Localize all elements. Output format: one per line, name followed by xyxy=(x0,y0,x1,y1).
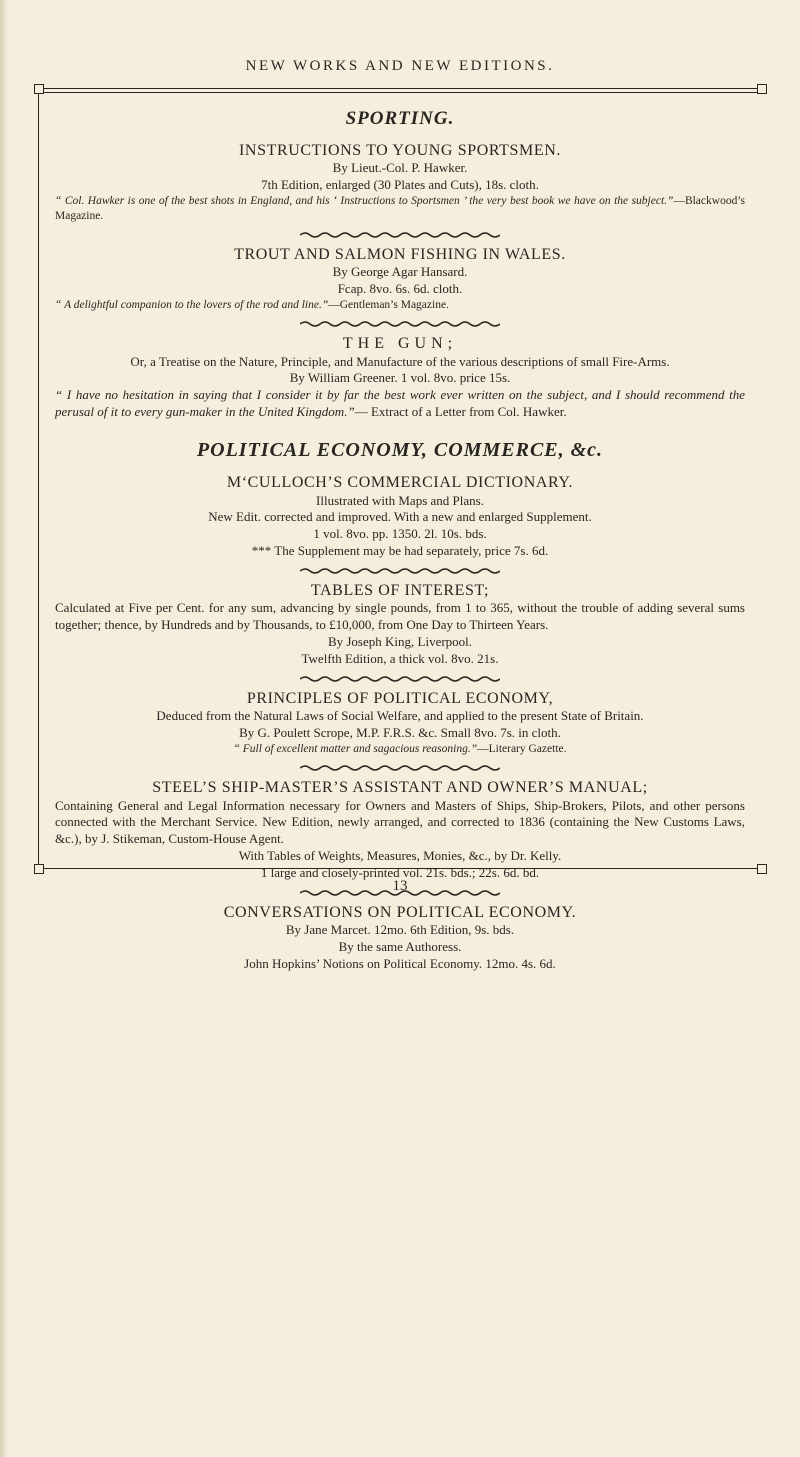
entry-title: INSTRUCTIONS TO YOUNG SPORTSMEN. xyxy=(239,142,561,159)
review-quote: “ I have no hesitation in saying that I consider it by far the best work ever written on the subject, and I should recommend the perusal of it to every gun-maker in the United Kingdom.” xyxy=(55,387,745,420)
entry-gun xyxy=(55,335,745,421)
entry-principles xyxy=(55,690,745,757)
wavy-rule-ornament xyxy=(300,764,500,772)
wavy-rule-ornament xyxy=(300,231,500,239)
corner-ornament xyxy=(757,864,767,874)
wavy-rule-ornament xyxy=(300,320,500,328)
wavy-rule-ornament xyxy=(300,675,500,683)
entry-review xyxy=(55,194,745,224)
entry-author: By G. Poulett Scrope, M.P. F.R.S. &c. Small 8vo. 7s. in cloth. xyxy=(239,725,561,741)
review-quote: “ Col. Hawker is one of the best shots in England, and his ‘ Instructions to Sportsmen ’ the very best book we have on the subject.” xyxy=(55,195,674,208)
entry-title: PRINCIPLES OF POLITICAL ECONOMY, xyxy=(246,690,554,708)
entry-tables xyxy=(55,582,745,668)
entry-line: 1 large and closely-printed vol. 21s. bds.; 22s. 6d. bd. xyxy=(260,865,540,881)
review-source: —Gentleman’s Magazine. xyxy=(328,299,449,312)
page-content xyxy=(55,100,745,973)
corner-ornament xyxy=(757,84,767,94)
entry-line: New Edit. corrected and improved. With a new and enlarged Supplement. xyxy=(208,509,592,525)
running-head: NEW WORKS AND NEW EDITIONS. xyxy=(245,58,555,74)
frame-rule-top xyxy=(38,88,762,89)
entry-conversations xyxy=(55,904,745,973)
review-quote: “ Full of excellent matter and sagacious reasoning.” xyxy=(233,743,478,756)
entry-subtitle: Or, a Treatise on the Nature, Principle, and Manufacture of the various descriptions of small Fire-Arms. xyxy=(130,353,670,369)
entry-edition: Twelfth Edition, a thick vol. 8vo. 21s. xyxy=(301,651,499,667)
entry-line: With Tables of Weights, Measures, Monies, &c., by Dr. Kelly. xyxy=(238,848,562,864)
corner-ornament xyxy=(34,864,44,874)
entry-author: By Joseph King, Liverpool. xyxy=(327,634,473,650)
entry-line: By the same Authoress. xyxy=(338,939,462,955)
entry-title: TROUT AND SALMON FISHING IN WALES. xyxy=(234,246,566,264)
entry-body: Deduced from the Natural Laws of Social Welfare, and applied to the present State of Britain. xyxy=(156,708,644,724)
entry-author: By Lieut.-Col. P. Hawker. xyxy=(332,160,468,176)
review-source: —Blackwood’s Magazine. xyxy=(55,195,745,223)
entry-title: THE GUN; xyxy=(342,335,458,353)
entry-title: STEEL’S SHIP-MASTER’S ASSISTANT AND OWNER’S MANUAL; xyxy=(152,779,648,797)
entry-review xyxy=(55,298,745,313)
section-heading-political: POLITICAL ECONOMY, COMMERCE, &c. xyxy=(196,439,604,462)
entry-steel xyxy=(55,779,745,882)
page-number: 13 xyxy=(392,878,408,894)
entry-body: Calculated at Five per Cent. for any sum, advancing by single pounds, from 1 to 365, without the trouble of adding several sums together; thence, by Hundreds and by Thousands, to £10,000, from One Day to Thirteen Years. xyxy=(55,600,745,633)
page-edge xyxy=(0,0,8,1457)
entry-dictionary xyxy=(55,474,745,560)
entry-author: By William Greener. 1 vol. 8vo. price 15s. xyxy=(289,370,511,386)
entry-edition: 7th Edition, enlarged (30 Plates and Cuts), 18s. cloth. xyxy=(261,177,539,193)
frame-rule-left xyxy=(38,88,39,868)
entry-line: 1 vol. 8vo. pp. 1350. 2l. 10s. bds. xyxy=(313,526,487,542)
entry-line: By Jane Marcet. 12mo. 6th Edition, 9s. bds. xyxy=(285,922,515,938)
entry-review xyxy=(55,742,745,757)
entry-title: TABLES OF INTEREST; xyxy=(310,582,490,600)
review-quote: “ A delightful companion to the lovers of the rod and line.” xyxy=(55,299,329,312)
entry-title: CONVERSATIONS ON POLITICAL ECONOMY. xyxy=(223,903,577,921)
entry-title: M‘CULLOCH’S COMMERCIAL DICTIONARY. xyxy=(226,474,574,492)
frame-rule-top-inner xyxy=(38,92,762,93)
review-source: — Extract of a Letter from Col. Hawker. xyxy=(354,404,567,420)
entry-trout xyxy=(55,246,745,313)
entry-line: John Hopkins’ Notions on Political Economy. 12mo. 4s. 6d. xyxy=(244,956,556,972)
section-heading-sporting: SPORTING. xyxy=(345,108,455,129)
entry-review xyxy=(55,387,745,421)
review-source: —Literary Gazette. xyxy=(477,743,567,756)
entry-instructions xyxy=(55,142,745,224)
entry-body: Containing General and Legal Information necessary for Owners and Masters of Ships, Ship-Brokers, Pilots, and other persons connected with the Merchant Service. New Edition, newly arranged, and corrected to 1836 (containing the New Customs Laws, &c.), by J. Stikeman, Custom-House Agent. xyxy=(55,797,745,847)
corner-ornament xyxy=(34,84,44,94)
entry-edition: Fcap. 8vo. 6s. 6d. cloth. xyxy=(337,281,463,297)
entry-line: Illustrated with Maps and Plans. xyxy=(316,492,484,508)
entry-author: By George Agar Hansard. xyxy=(332,264,468,280)
entry-note: *** The Supplement may be had separately, price 7s. 6d. xyxy=(251,543,549,559)
wavy-rule-ornament xyxy=(300,567,500,575)
